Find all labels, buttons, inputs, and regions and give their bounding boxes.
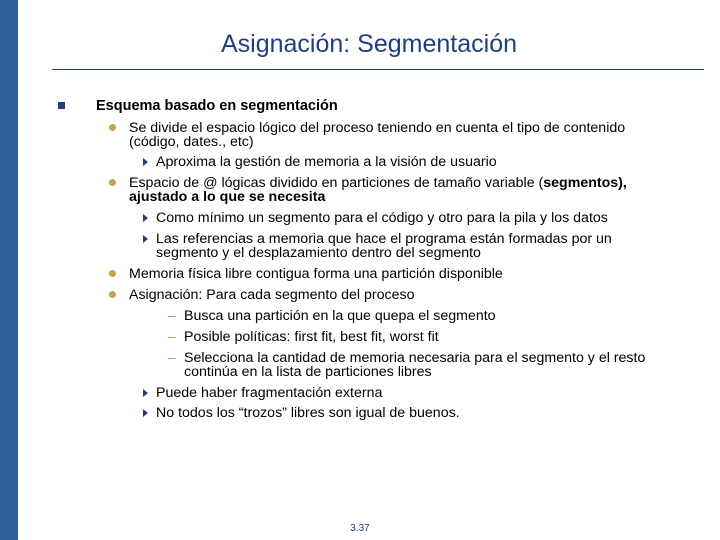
dash-bullet-text: Posible políticas: first fit, best fit, worst fit bbox=[184, 329, 439, 345]
square-bullet-icon bbox=[58, 102, 65, 109]
dash-bullet-text: Busca una partición en la que quepa el segmento bbox=[184, 308, 496, 324]
dot-bullet-icon bbox=[109, 124, 116, 131]
dash-bullet-text-continuation: continúa en la lista de particiones libres bbox=[184, 364, 432, 380]
bullet-text: Se divide el espacio lógico del proceso teniendo en cuenta el tipo de contenido bbox=[129, 120, 626, 136]
dash-bullet-icon: – bbox=[168, 350, 176, 365]
dot-bullet-icon bbox=[109, 270, 116, 277]
dash-bullet-icon: – bbox=[168, 308, 176, 323]
heading-item: Esquema basado en segmentación bbox=[96, 98, 338, 114]
sub-bullet-text: Aproxima la gestión de memoria a la visión de usuario bbox=[156, 154, 497, 170]
sub-bullet-text: Las referencias a memoria que hace el programa están formadas por un bbox=[156, 231, 612, 247]
sub-bullet-text: Como mínimo un segmento para el código y otro para la pila y los datos bbox=[156, 210, 608, 226]
left-accent-bar bbox=[0, 0, 18, 540]
triangle-bullet-icon bbox=[143, 214, 148, 222]
slide-title: Asignación: Segmentación bbox=[220, 30, 518, 58]
dash-bullet-text: Selecciona la cantidad de memoria necesaria para el segmento y el resto bbox=[184, 350, 646, 366]
bullet-text-continuation: ajustado a lo que se necesita bbox=[129, 189, 326, 205]
bullet-text: Asignación: Para cada segmento del proceso bbox=[129, 287, 415, 303]
bullet-text: Espacio de @ lógicas dividido en particiones de tamaño variable (segmentos), bbox=[129, 175, 627, 191]
bullet-text: Memoria física libre contigua forma una partición disponible bbox=[129, 266, 503, 282]
triangle-bullet-icon bbox=[143, 158, 148, 166]
sub-bullet-text: Puede haber fragmentación externa bbox=[156, 385, 383, 401]
slide-number: 3.37 bbox=[350, 523, 370, 534]
dot-bullet-icon bbox=[109, 179, 116, 186]
dot-bullet-icon bbox=[109, 291, 116, 298]
bullet-text-continuation: (código, dates., etc) bbox=[129, 134, 254, 150]
sub-bullet-text: No todos los “trozos” libres son igual de buenos. bbox=[156, 405, 460, 421]
triangle-bullet-icon bbox=[143, 389, 148, 397]
sub-bullet-text-continuation: segmento y el desplazamiento dentro del segmento bbox=[156, 245, 481, 261]
triangle-bullet-icon bbox=[143, 235, 148, 243]
triangle-bullet-icon bbox=[143, 409, 148, 417]
dash-bullet-icon: – bbox=[168, 329, 176, 344]
title-underline bbox=[52, 69, 704, 70]
